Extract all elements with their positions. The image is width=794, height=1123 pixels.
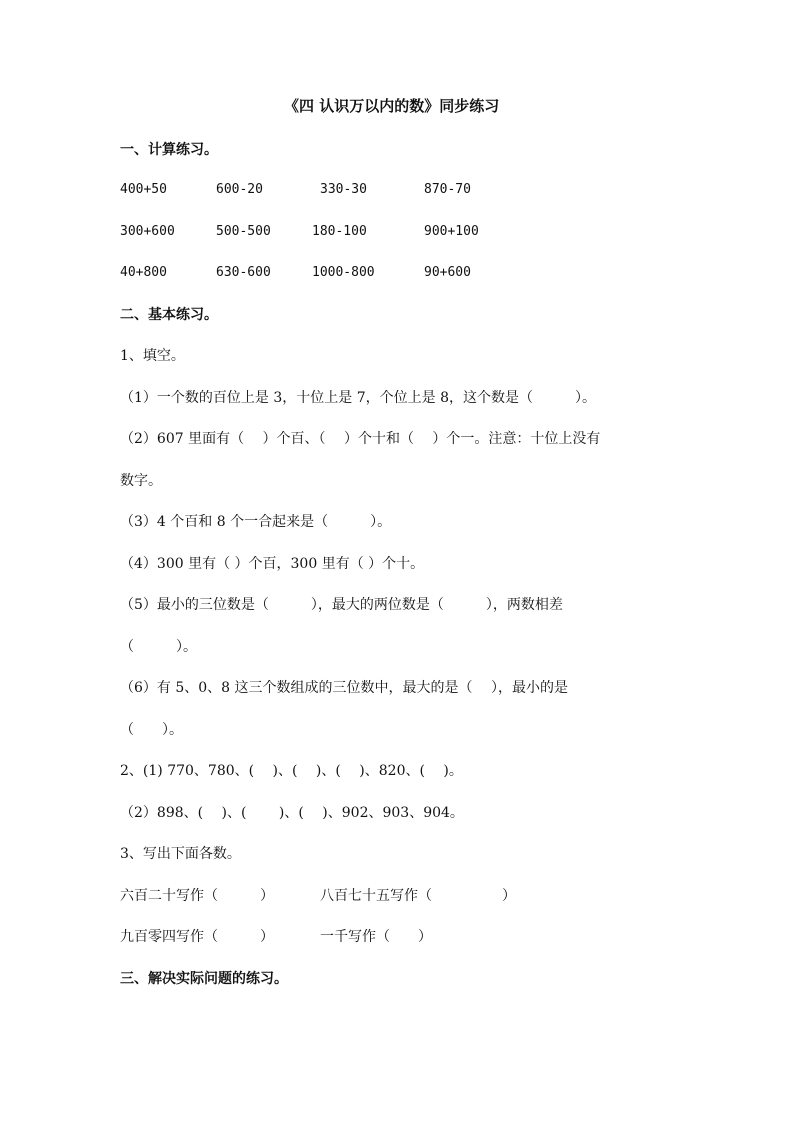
calc-item: 1000-800 (312, 265, 375, 280)
fill-blank-item: （2）607 里面有（ ）个百、（ ）个十和（ ）个一。注意：十位上没有 (120, 431, 601, 447)
fill-blank-item: 数字。 (120, 473, 162, 489)
fill-blank-item: （6）有 5、0、8 这三个数组成的三位数中，最大的是（ ），最小的是 (120, 680, 568, 696)
calc-item: 400+50 (120, 182, 167, 197)
calc-item: 900+100 (424, 224, 479, 239)
write-number-item: 八百七十五写作（ ） (320, 888, 516, 904)
question-1-label: 1、填空。 (120, 348, 185, 364)
section-heading-practical: 三、解决实际问题的练习。 (120, 971, 288, 987)
fill-blank-item: （3）4 个百和 8 个一合起来是（ ）。 (120, 514, 392, 530)
calc-item: 330-30 (320, 182, 367, 197)
calc-item: 300+600 (120, 224, 175, 239)
fill-blank-item: （ ）。 (120, 722, 183, 738)
sequence-item: 2、(1) 770、780、( )、( )、( )、820、( )。 (120, 763, 463, 779)
calc-item: 40+800 (120, 265, 167, 280)
worksheet-title: 《四 认识万以内的数》同步练习 (284, 97, 500, 115)
fill-blank-item: （5）最小的三位数是（ ），最大的两位数是（ ），两数相差 (120, 597, 563, 613)
question-3-label: 3、写出下面各数。 (120, 846, 241, 862)
calc-item: 500-500 (216, 224, 271, 239)
calc-item: 90+600 (424, 265, 471, 280)
calc-item: 870-70 (424, 182, 471, 197)
fill-blank-item: （1）一个数的百位上是 3，十位上是 7，个位上是 8，这个数是（ ）。 (120, 390, 596, 406)
write-number-item: 九百零四写作（ ） (120, 929, 274, 945)
section-heading-calculation: 一、计算练习。 (120, 142, 218, 158)
calc-item: 630-600 (216, 265, 271, 280)
section-heading-basic: 二、基本练习。 (120, 307, 218, 323)
write-number-item: 一千写作（ ） (320, 929, 432, 945)
fill-blank-item: （ ）。 (120, 639, 197, 655)
calc-item: 600-20 (216, 182, 263, 197)
write-number-item: 六百二十写作（ ） (120, 888, 274, 904)
fill-blank-item: （4）300 里有（ ）个百，300 里有（ ）个十。 (120, 556, 425, 572)
calc-item: 180-100 (312, 224, 367, 239)
sequence-item: （2）898、( )、( )、( )、902、903、904。 (120, 805, 464, 821)
